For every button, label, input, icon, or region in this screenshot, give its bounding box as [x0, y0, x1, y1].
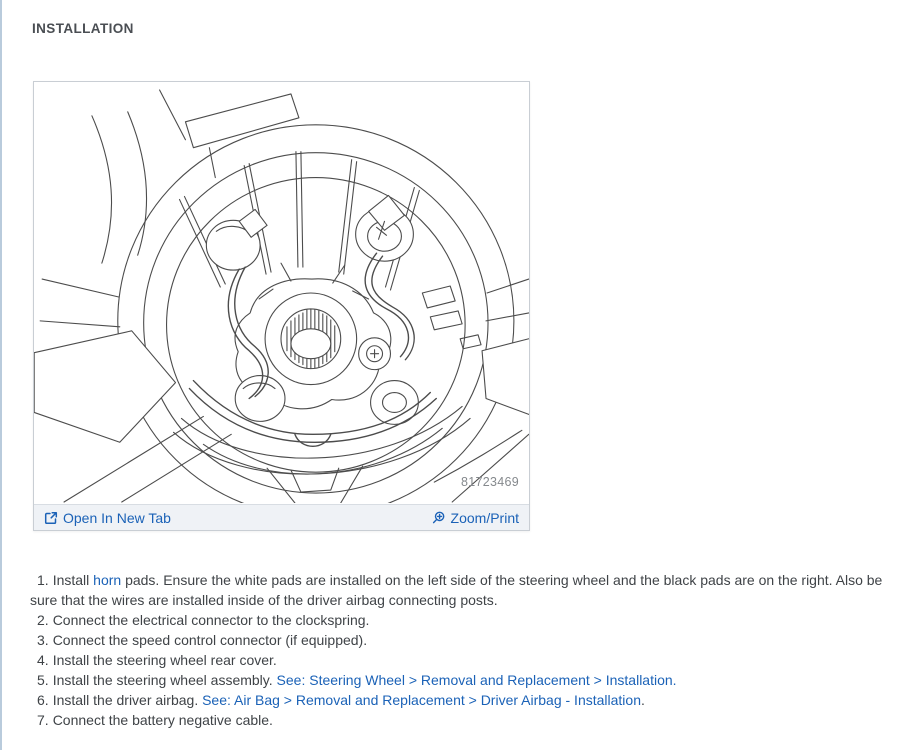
- list-item: [30, 670, 894, 690]
- step-number: 7.: [37, 712, 49, 728]
- horn-link[interactable]: horn: [93, 572, 122, 588]
- open-in-new-tab-label: Open In New Tab: [63, 509, 171, 526]
- step-number: 2.: [37, 612, 49, 628]
- list-item: [30, 610, 894, 630]
- step-text: Install the steering wheel assembly.: [52, 672, 277, 688]
- open-in-new-tab-icon: [44, 511, 58, 525]
- list-item: [30, 710, 894, 730]
- zoom-print-link[interactable]: [432, 510, 519, 526]
- step-number: 4.: [37, 652, 49, 668]
- diagram-svg: [34, 82, 529, 503]
- list-item: [30, 650, 894, 670]
- see-air-bag-link[interactable]: See: Air Bag > Removal and Replacement > Driver Airbag - Installation: [202, 692, 641, 708]
- figure-panel: [33, 81, 530, 531]
- magnifier-plus-icon: [432, 511, 446, 525]
- step-text: Install the steering wheel rear cover.: [52, 652, 277, 668]
- step-number: 1.: [37, 572, 49, 588]
- installation-steps: [30, 570, 894, 730]
- technical-diagram: [34, 82, 529, 503]
- step-text: Connect the speed control connector (if equipped).: [52, 632, 368, 648]
- step-text: Install the driver airbag.: [52, 692, 203, 708]
- step-number: 5.: [37, 672, 49, 688]
- zoom-print-label: Zoom/Print: [450, 509, 519, 526]
- step-text: Connect the battery negative cable.: [52, 712, 273, 728]
- list-item: [30, 690, 894, 710]
- step-text: .: [641, 692, 645, 708]
- list-item: [30, 570, 894, 610]
- see-steering-wheel-link[interactable]: See: Steering Wheel > Removal and Replacement > Installation.: [276, 672, 677, 688]
- step-number: 6.: [37, 692, 49, 708]
- step-text: Install: [52, 572, 94, 588]
- step-text: pads. Ensure the white pads are installed on the left side of the steering wheel and the black pads are on the right. Also be sure that the wires are installed inside of the driver airbag connecting posts.: [30, 572, 883, 608]
- step-text: Connect the electrical connector to the clockspring.: [52, 612, 370, 628]
- figure-number: 81723469: [460, 475, 519, 489]
- open-in-new-tab-link[interactable]: [44, 510, 171, 526]
- figure-toolbar: [34, 504, 529, 530]
- page-title: INSTALLATION: [32, 21, 134, 36]
- list-item: [30, 630, 894, 650]
- step-number: 3.: [37, 632, 49, 648]
